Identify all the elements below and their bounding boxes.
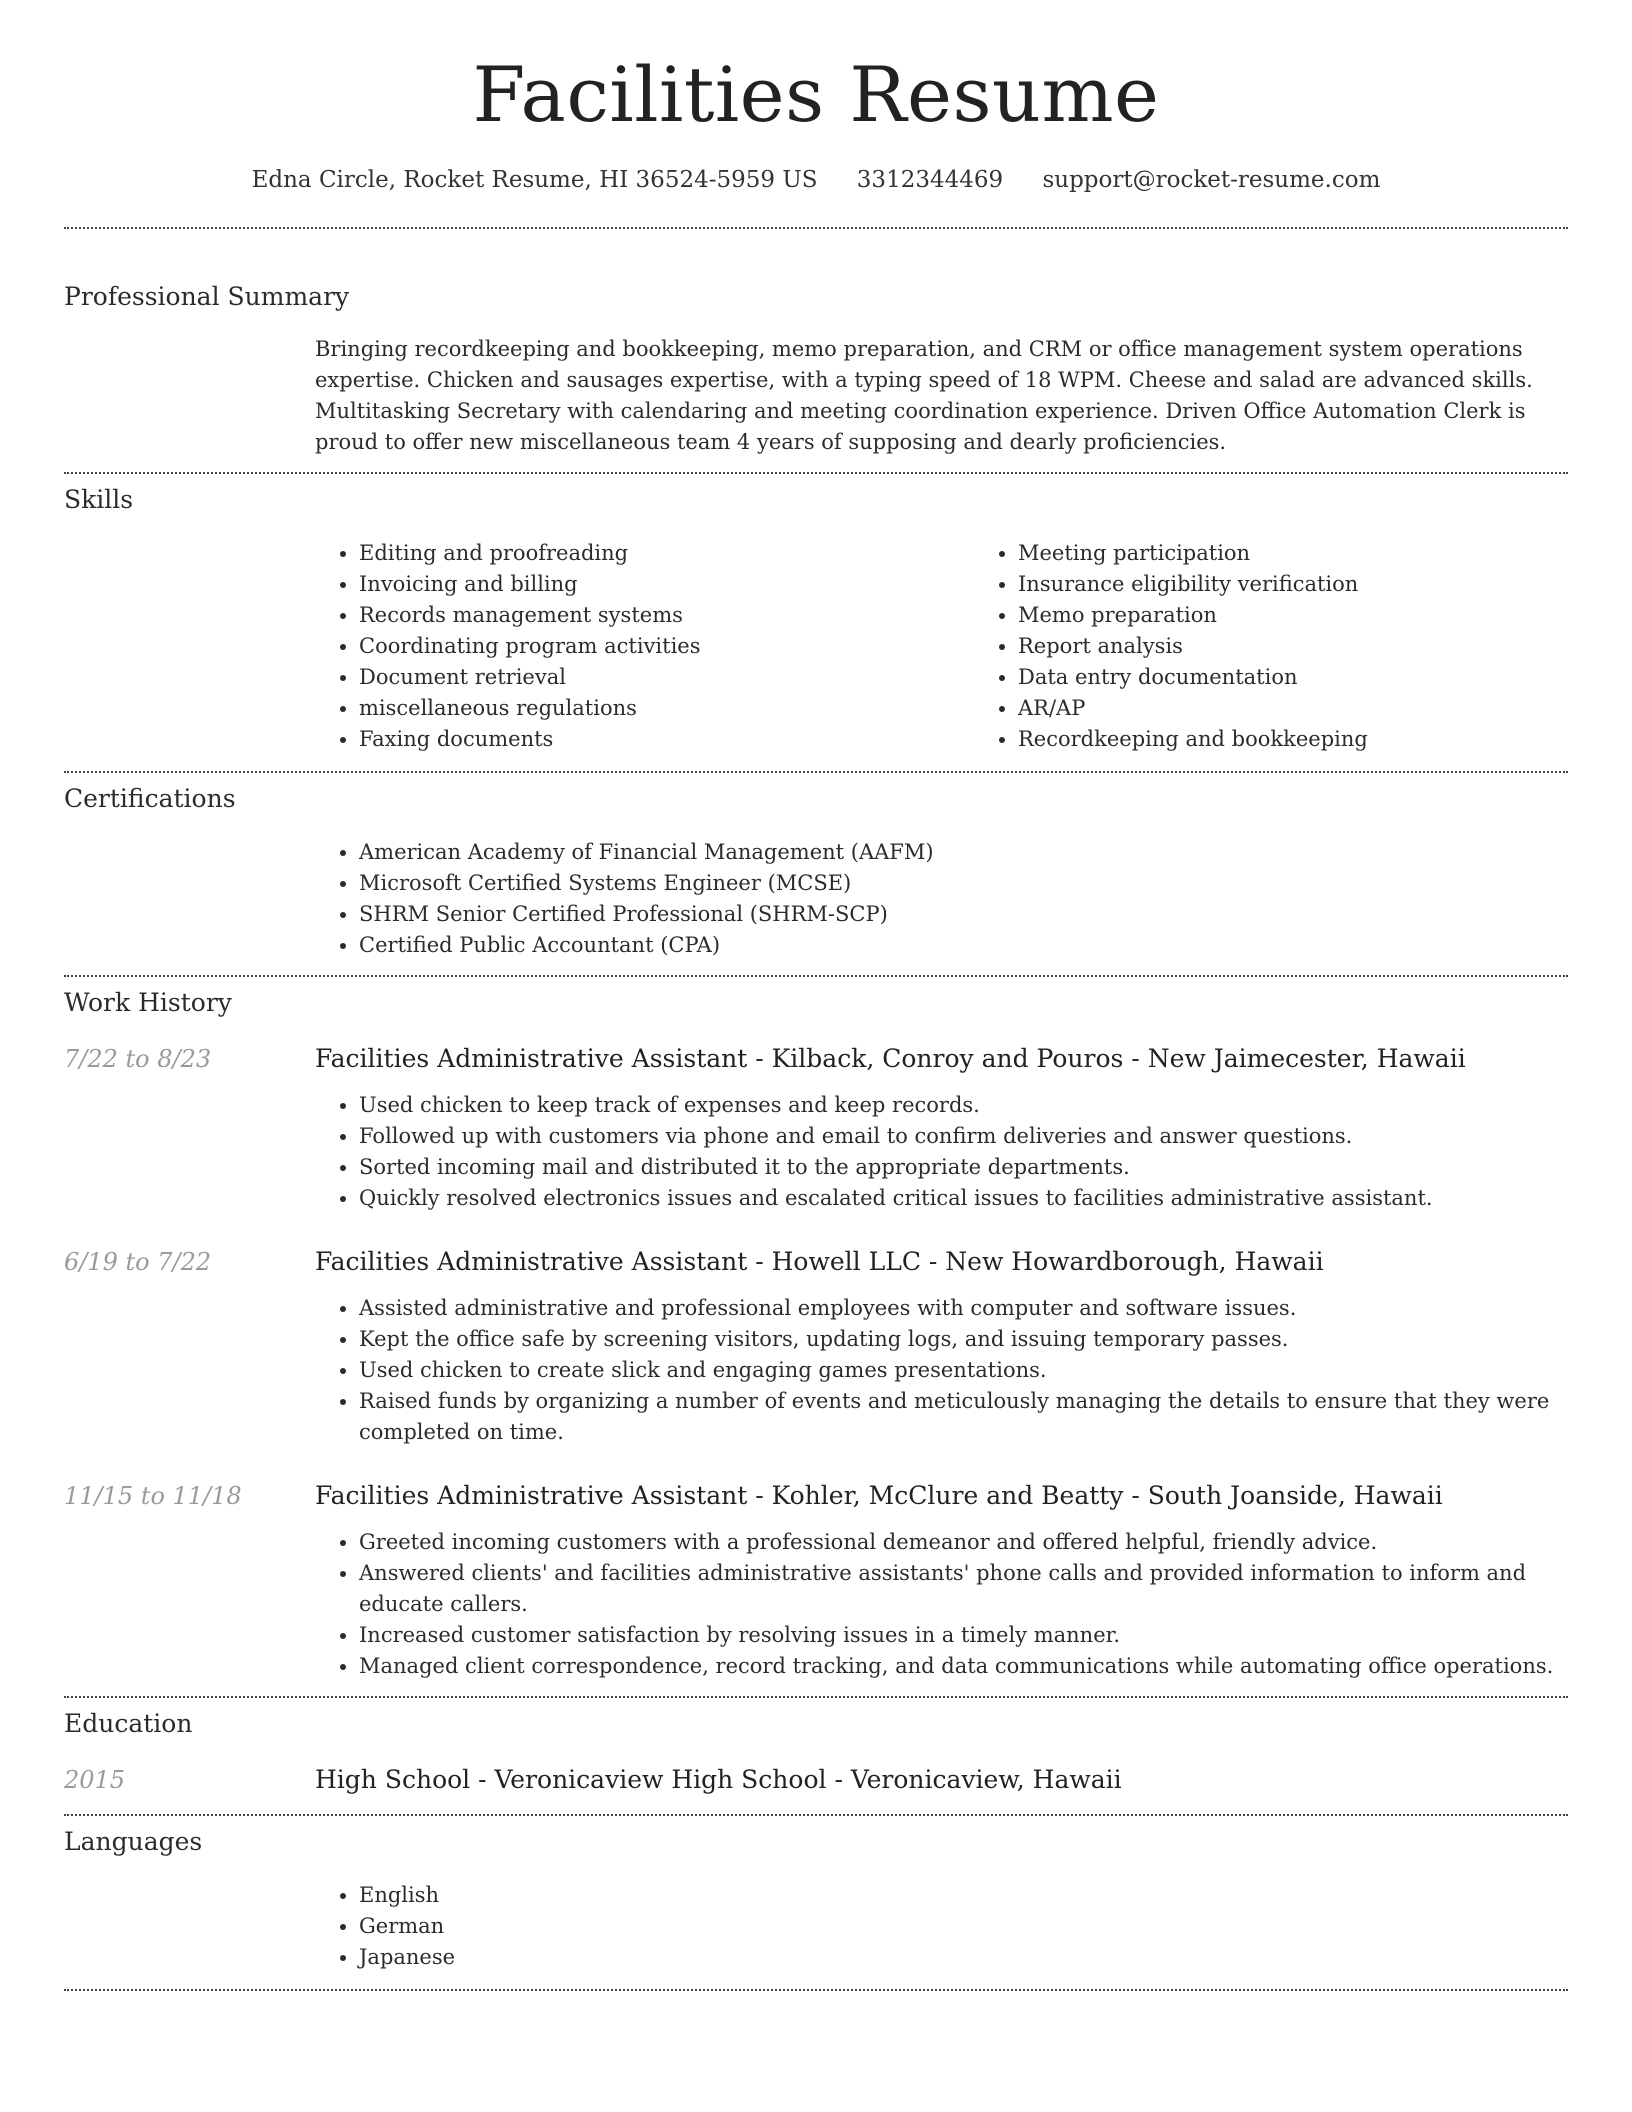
skills-section (64, 472, 1568, 771)
job-bullet-list (315, 1090, 1568, 1214)
skill-item: • Editing and proofreading (359, 538, 974, 569)
certifications-section (64, 771, 1568, 975)
job-entry (64, 1480, 1568, 1682)
certification-item: • Microsoft Certified Systems Engineer (MCSE) (359, 868, 1568, 899)
skill-item: • Recordkeeping and bookkeeping (1018, 724, 1632, 755)
skill-item: • Document retrieval (359, 662, 974, 693)
job-bullet: • Greeted incoming customers with a professional demeanor and offered helpful, friendly advice. (359, 1527, 1568, 1558)
skill-item: • Memo preparation (1018, 600, 1632, 631)
education-heading-line: High School - Veronicaview High School - Veronicaview, Hawaii (315, 1765, 1122, 1794)
job-bullet: • Increased customer satisfaction by resolving issues in a timely manner. (359, 1620, 1568, 1651)
language-item: • German (359, 1911, 1568, 1942)
resume-page (64, 0, 1568, 1991)
languages-section (64, 1814, 1568, 1991)
languages-heading: Languages (64, 1827, 203, 1856)
certifications-heading: Certifications (64, 784, 236, 813)
job-entry (64, 1043, 1568, 1214)
work-history-section (64, 975, 1568, 1696)
summary-text: Bringing recordkeeping and bookkeeping, memo preparation, and CRM or office management system operations expertise. Chicken and sausages expertise, with a typing speed of 18 WPM. Cheese and salad are advanced skills. Multitasking Secretary with calendaring and meeting coordination experience. Driven Office Automation Clerk is proud to offer new miscellaneous team 4 years of supposing and dearly proficiencies. (315, 337, 1533, 454)
summary-heading: Professional Summary (64, 282, 350, 311)
skill-item: • Records management systems (359, 600, 974, 631)
job-dates: 7/22 to 8/23 (64, 1045, 212, 1073)
job-bullet: • Quickly resolved electronics issues and escalated critical issues to facilities administrative assistant. (359, 1183, 1568, 1214)
education-section (64, 1696, 1568, 1814)
job-bullets (315, 1090, 1568, 1214)
languages-list (315, 1880, 1568, 1973)
certifications-body (315, 837, 1568, 961)
work-history-heading: Work History (64, 988, 232, 1017)
job-header (64, 1480, 1568, 1512)
resume-title: Facilities Resume (472, 50, 1160, 139)
skill-item: • Report analysis (1018, 631, 1632, 662)
job-bullet: • Kept the office safe by screening visitors, updating logs, and issuing temporary passes. (359, 1324, 1568, 1355)
job-heading: Facilities Administrative Assistant - Kilback, Conroy and Pouros - New Jaimecester, Hawaii (315, 1044, 1466, 1073)
education-entry (64, 1764, 1568, 1796)
skills-list-right (974, 538, 1632, 755)
job-bullets (315, 1527, 1568, 1682)
job-dates: 11/15 to 11/18 (64, 1482, 242, 1510)
skill-item: • Data entry documentation (1018, 662, 1632, 693)
contact-line (64, 166, 1568, 194)
certification-item: • Certified Public Accountant (CPA) (359, 930, 1568, 961)
skills-list-left (315, 538, 974, 755)
skill-item: • Meeting participation (1018, 538, 1632, 569)
job-bullet: • Assisted administrative and professional employees with computer and software issues. (359, 1293, 1568, 1324)
certifications-list (315, 837, 1568, 961)
job-dates: 6/19 to 7/22 (64, 1248, 212, 1276)
skill-item: • AR/AP (1018, 693, 1632, 724)
job-heading: Facilities Administrative Assistant - Howell LLC - New Howardborough, Hawaii (315, 1247, 1324, 1276)
job-bullet: • Used chicken to create slick and engaging games presentations. (359, 1355, 1568, 1386)
job-header (64, 1043, 1568, 1075)
language-item: • English (359, 1880, 1568, 1911)
contact-phone: 3312344469 (856, 167, 1004, 193)
job-bullet: • Managed client correspondence, record tracking, and data communications while automating office operations. (359, 1651, 1568, 1682)
education-year: 2015 (64, 1766, 126, 1794)
job-bullet: • Raised funds by organizing a number of events and meticulously managing the details to ensure that they were completed on time. (359, 1386, 1568, 1448)
contact-address: Edna Circle, Rocket Resume, HI 36524-5959 US (251, 167, 818, 193)
skill-item: • Invoicing and billing (359, 569, 974, 600)
job-header (64, 1246, 1568, 1278)
job-bullet: • Sorted incoming mail and distributed it to the appropriate departments. (359, 1152, 1568, 1183)
skill-item: • Faxing documents (359, 724, 974, 755)
contact-email: support@rocket-resume.com (1042, 167, 1381, 193)
languages-body (315, 1880, 1568, 1973)
education-heading: Education (64, 1709, 193, 1738)
summary-section (64, 229, 1568, 472)
skills-heading: Skills (64, 485, 134, 514)
certification-item: • American Academy of Financial Management (AAFM) (359, 837, 1568, 868)
language-item: • Japanese (359, 1942, 1568, 1973)
certification-item: • SHRM Senior Certified Professional (SHRM-SCP) (359, 899, 1568, 930)
job-bullet-list (315, 1527, 1568, 1682)
job-bullet: • Followed up with customers via phone and email to confirm deliveries and answer questions. (359, 1121, 1568, 1152)
job-entry (64, 1246, 1568, 1448)
job-heading: Facilities Administrative Assistant - Kohler, McClure and Beatty - South Joanside, Hawaii (315, 1481, 1443, 1510)
job-bullet: • Used chicken to keep track of expenses and keep records. (359, 1090, 1568, 1121)
job-bullet-list (315, 1293, 1568, 1448)
job-bullet: • Answered clients' and facilities administrative assistants' phone calls and provided information to inform and educate callers. (359, 1558, 1568, 1620)
skill-item: • miscellaneous regulations (359, 693, 974, 724)
skills-grid (315, 538, 1568, 755)
skill-item: • Coordinating program activities (359, 631, 974, 662)
job-bullets (315, 1293, 1568, 1448)
skill-item: • Insurance eligibility verification (1018, 569, 1632, 600)
